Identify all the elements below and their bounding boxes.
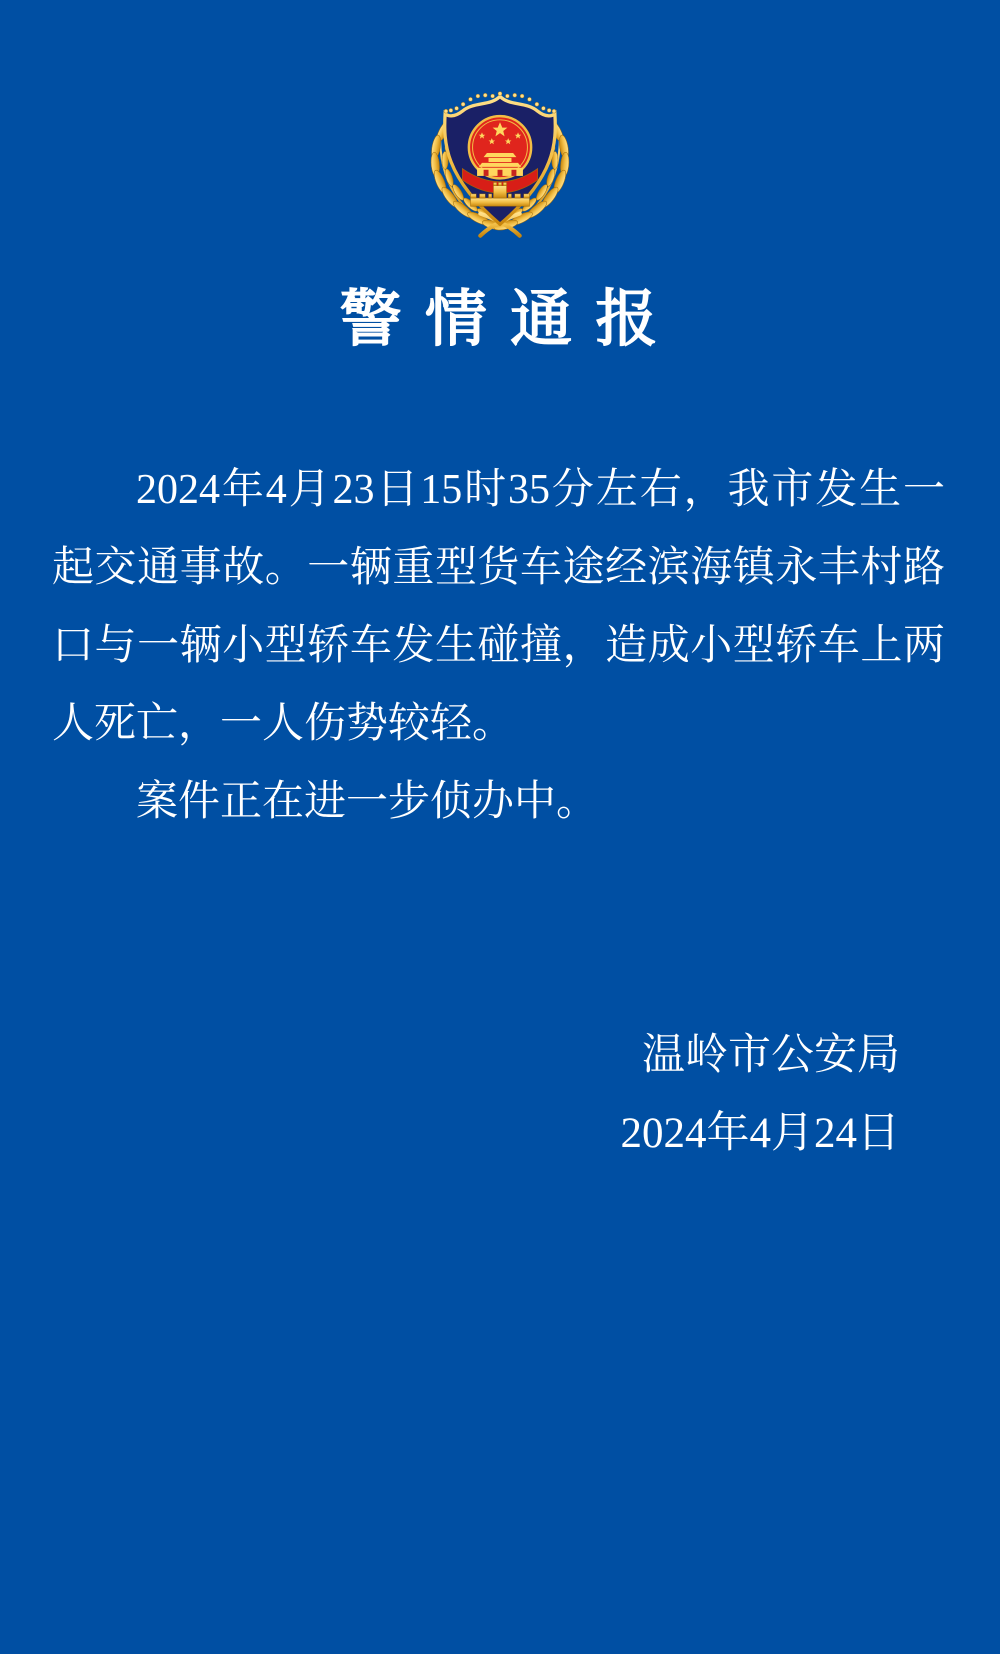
emblem-container [0,0,1000,239]
police-badge-icon [418,85,582,239]
body-paragraph-1: 2024年4月23日15时35分左右，我市发生一起交通事故。一辆重型货车途经滨海镇永丰村路口与一辆小型轿车发生碰撞，造成小型轿车上两人死亡，一人伤势较轻。 [52,467,945,747]
notice-title: 警 情 通 报 [339,285,661,354]
body-paragraph-2: 案件正在进一步侦办中。 [136,779,599,825]
signature-agency: 温岭市公安局 [642,1032,900,1079]
signature-date: 2024年4月24日 [620,1110,900,1157]
notice-body [52,451,945,841]
signature-block [0,1017,1000,1173]
